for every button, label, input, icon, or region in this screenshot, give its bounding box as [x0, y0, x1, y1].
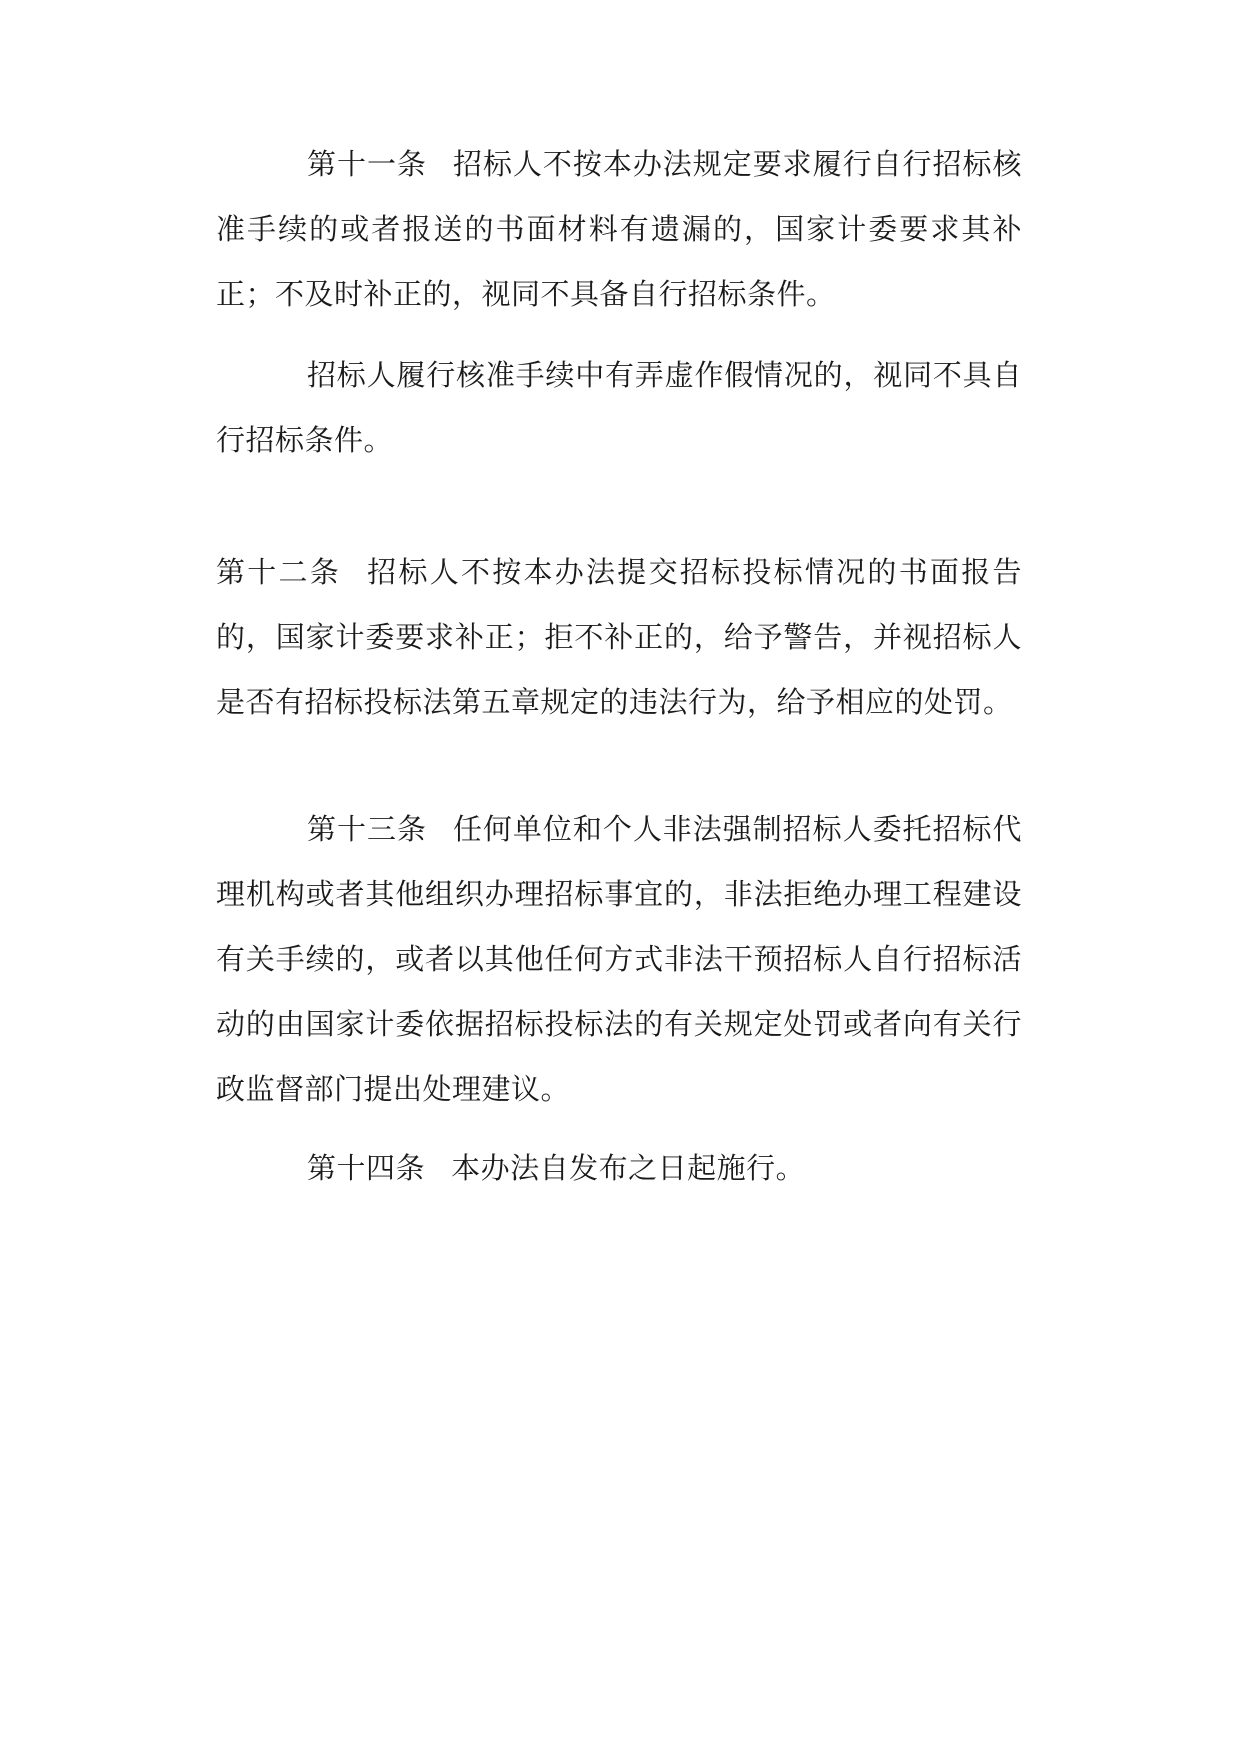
article-label: 第十一条: [307, 147, 427, 181]
article-text: 招标人不按本办法提交招标投标情况的书面报告的，国家计委要求补正；拒不补正的，给予警告，并视招标人是否有招标投标法第五章规定的违法行为，给予相应的处罚。: [216, 555, 1022, 719]
article-label: 第十四条: [307, 1151, 426, 1185]
article-13: [216, 797, 1022, 1122]
article-14: [216, 1136, 1022, 1201]
article-text: 任何单位和个人非法强制招标人委托招标代理机构或者其他组织办理招标事宜的，非法拒绝办理工程建设有关手续的，或者以其他任何方式非法干预招标人自行招标活动的由国家计委依据招标投标法的有关规定处罚或者向有关行政监督部门提出处理建议。: [216, 812, 1022, 1106]
article-label: 第十二条: [216, 555, 342, 589]
article-label: 第十三条: [307, 812, 427, 846]
article-12: [216, 540, 1022, 735]
article-text: 本办法自发布之日起施行。: [451, 1151, 806, 1185]
article-11-paragraph-2: [216, 343, 1022, 473]
article-text: 招标人不按本办法规定要求履行自行招标核准手续的或者报送的书面材料有遗漏的，国家计委要求其补正；不及时补正的，视同不具备自行招标条件。: [216, 147, 1022, 311]
article-11: [216, 132, 1022, 327]
article-text: 招标人履行核准手续中有弄虚作假情况的，视同不具自行招标条件。: [216, 358, 1022, 457]
